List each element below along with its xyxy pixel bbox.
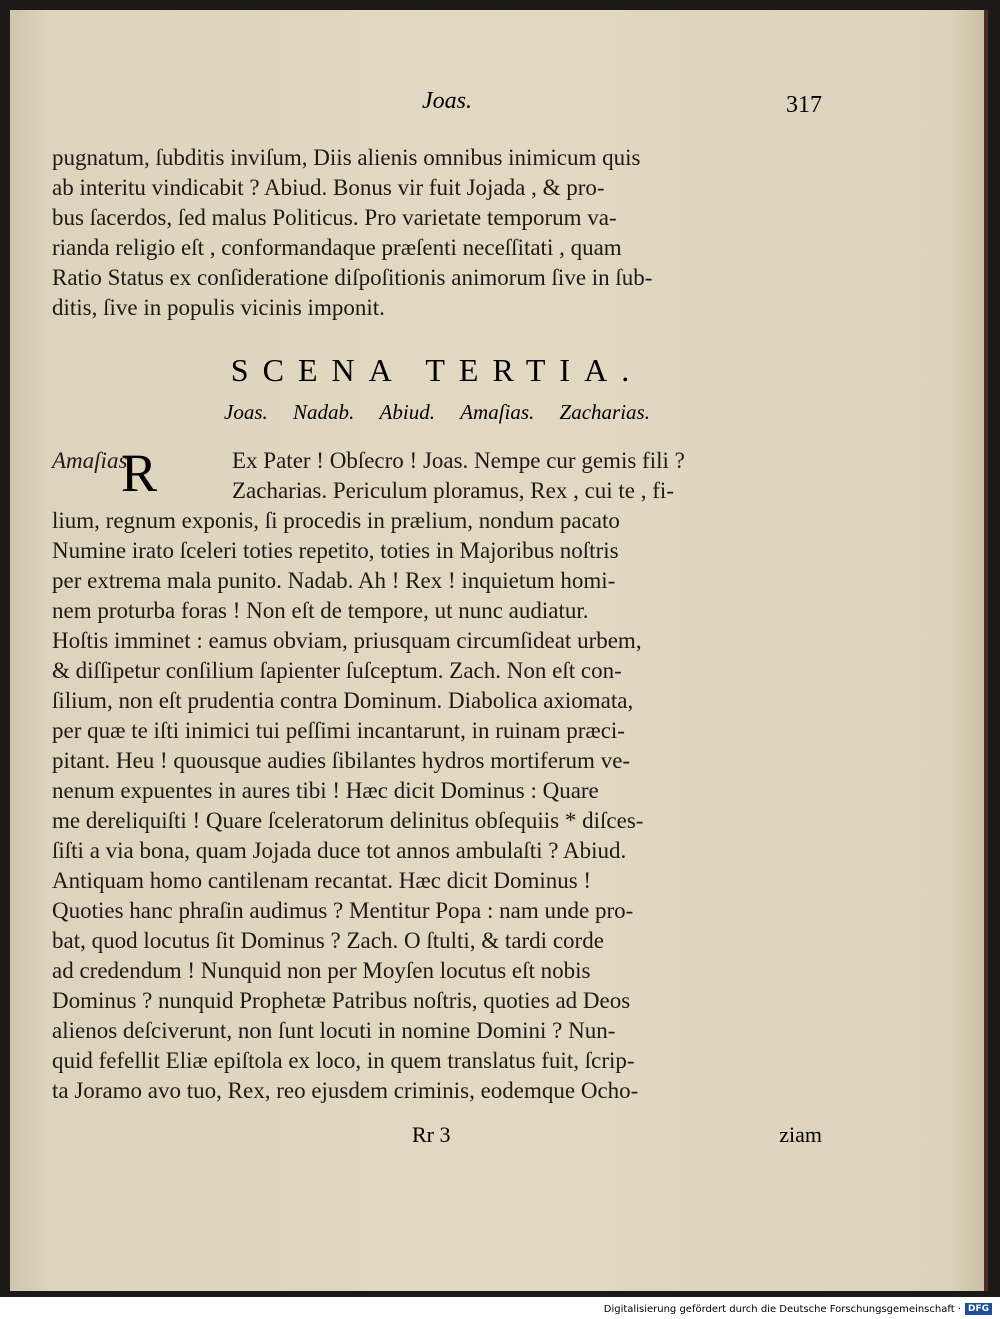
text-line: Numine irato ſceleri toties repetito, toties in Majoribus noſtris bbox=[52, 538, 619, 563]
paragraph-2-opening bbox=[232, 446, 822, 506]
running-title: Joas. bbox=[422, 88, 472, 114]
character-name: Abiud. bbox=[379, 400, 435, 424]
character-list bbox=[52, 400, 822, 425]
text-line: & diſſipetur conſilium ſapienter ſuſceptum. Zach. Non eſt con- bbox=[52, 658, 622, 683]
text-line: Antiquam homo cantilenam recantat. Hæc dicit Dominus ! bbox=[52, 868, 592, 893]
text-line: Zacharias. Periculum ploramus, Rex , cui te , fi- bbox=[232, 478, 674, 503]
character-name: Joas. bbox=[224, 400, 268, 424]
text-line: nenum expuentes in aures tibi ! Hæc dicit Dominus : Quare bbox=[52, 778, 599, 803]
text-line: ſiſti a via bona, quam Jojada duce tot annos ambulaſti ? Abiud. bbox=[52, 838, 627, 863]
paragraph-1 bbox=[52, 143, 822, 323]
text-line: pitant. Heu ! quousque audies ſibilantes hydros mortiferum ve- bbox=[52, 748, 631, 773]
speaker-label: Amaſias. bbox=[52, 448, 134, 473]
text-line: bat, quod locutus ſit Dominus ? Zach. O ſtulti, & tardi corde bbox=[52, 928, 604, 953]
dfg-logo: DFG bbox=[965, 1303, 992, 1315]
character-name: Zacharias. bbox=[559, 400, 650, 424]
text-line: ta Joramo avo tuo, Rex, reo ejusdem criminis, eodemque Ocho- bbox=[52, 1078, 639, 1103]
character-name: Nadab. bbox=[293, 400, 355, 424]
digitization-credit bbox=[604, 1303, 992, 1315]
text-line: per extrema mala punito. Nadab. Ah ! Rex ! inquietum homi- bbox=[52, 568, 616, 593]
text-line: pugnatum, ſubditis inviſum, Diis alienis omnibus inimicum quis bbox=[52, 145, 641, 170]
text-line: Quoties hanc phraſin audimus ? Mentitur Popa : nam unde pro- bbox=[52, 898, 634, 923]
text-line: me dereliquiſti ! Quare ſceleratorum delinitus obſequiis * diſces- bbox=[52, 808, 644, 833]
character-name: Amaſias. bbox=[460, 400, 535, 424]
text-line: ad credendum ! Nunquid non per Moyſen locutus eſt nobis bbox=[52, 958, 591, 983]
signature-mark: Rr 3 bbox=[412, 1122, 451, 1147]
text-line: nem proturba foras ! Non eſt de tempore, ut nunc audiatur. bbox=[52, 598, 589, 623]
paragraph-2 bbox=[52, 506, 822, 1106]
text-line: ab interitu vindicabit ? Abiud. Bonus vir fuit Jojada , & pro- bbox=[52, 175, 605, 200]
text-line: quid fefellit Eliæ epiſtola ex loco, in quem translatus fuit, ſcrip- bbox=[52, 1048, 635, 1073]
text-line: Ex Pater ! Obſecro ! Joas. Nempe cur gemis fili ? bbox=[232, 448, 685, 473]
text-line: Dominus ? nunquid Prophetæ Patribus noſtris, quoties ad Deos bbox=[52, 988, 631, 1013]
text-line: lium, regnum exponis, ſi procedis in prælium, nondum pacato bbox=[52, 508, 620, 533]
catchword: ziam bbox=[779, 1122, 822, 1147]
running-header bbox=[52, 88, 822, 128]
text-line: per quæ te iſti inimici tui peſſimi incantarunt, in ruinam præci- bbox=[52, 718, 625, 743]
page-number: 317 bbox=[786, 92, 822, 118]
text-line: ſilium, non eſt prudentia contra Dominum. Diabolica axiomata, bbox=[52, 688, 634, 713]
drop-capital: R bbox=[121, 443, 158, 503]
credit-text: Digitalisierung gefördert durch die Deutsche Forschungsgemeinschaft · bbox=[603, 1303, 961, 1315]
scene-heading: SCENA TERTIA. bbox=[230, 352, 644, 388]
text-line: Hoſtis imminet : eamus obviam, priusquam circumſideat urbem, bbox=[52, 628, 642, 653]
text-line: rianda religio eſt , conformandaque præſenti neceſſitati , quam bbox=[52, 235, 622, 260]
text-line: bus ſacerdos, ſed malus Politicus. Pro varietate temporum va- bbox=[52, 205, 617, 230]
text-line: ditis, ſive in populis vicinis imponit. bbox=[52, 295, 385, 320]
book-edge bbox=[984, 10, 988, 1291]
text-line: alienos deſciverunt, non ſunt locuti in nomine Domini ? Nun- bbox=[52, 1018, 616, 1043]
text-line: Ratio Status ex conſideratione diſpoſitionis animorum ſive in ſub- bbox=[52, 265, 653, 290]
